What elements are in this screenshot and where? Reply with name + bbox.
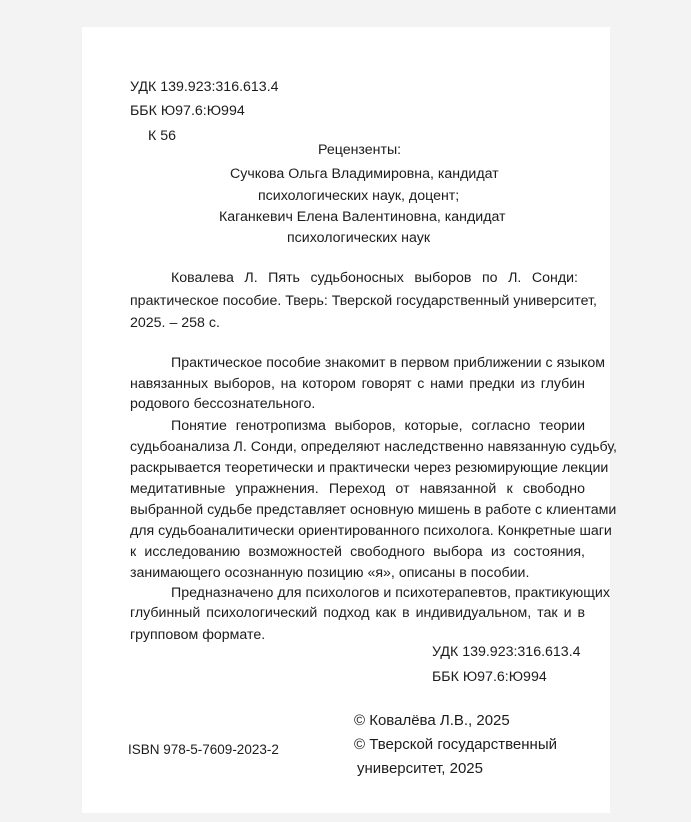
abstract-line: групповом формате. [130,627,266,643]
abstract-line: навязанных выборов, на котором говорят с нами предки из глубин [130,376,585,392]
abstract-line: судьбоанализа Л. Сонди, определяют наследственно навязанную судьбу, [130,439,617,455]
copyright-author: © Ковалёва Л.В., 2025 [354,712,510,729]
abstract-line: к исследованию возможностей свободного выбора из состояния, [130,544,585,560]
footer-udk-code: УДК 139.923:316.613.4 [432,644,581,660]
bbk-code: ББК Ю97.6:Ю994 [130,103,245,119]
reviewer-line: Каганкевич Елена Валентиновна, кандидат [219,209,506,225]
abstract-line: Практическое пособие знакомит в первом приближении с языком [171,355,605,371]
citation-line: Ковалева Л. Пять судьбоносных выборов по Л. Сонди: [171,270,578,286]
reviewer-line: психологических наук [287,230,431,246]
abstract-line: Предназначено для психологов и психотерапевтов, практикующих [171,585,610,601]
udk-code: УДК 139.923:316.613.4 [130,79,279,95]
reviewer-line: психологических наук, доцент; [258,188,460,204]
abstract-line: Понятие генотропизма выборов, которые, согласно теории [171,418,585,434]
abstract-line: медитативные упражнения. Переход от навязанной к свободно [130,481,585,497]
abstract-line: занимающего осознанную позицию «я», описаны в пособии. [130,565,530,581]
reviewers-title: Рецензенты: [318,142,402,158]
footer-bbk-code: ББК Ю97.6:Ю994 [432,669,547,685]
citation-line: 2025. – 258 с. [130,315,220,331]
abstract-line: раскрывается теоретически и практически через резюмирующие лекции [130,460,609,476]
citation-line: практическое пособие. Тверь: Тверской государственный университет, [130,293,597,309]
isbn: ISBN 978-5-7609-2023-2 [128,742,279,757]
copyright-university: © Тверской государственный [354,736,557,753]
author-mark: К 56 [148,128,176,144]
abstract-line: родового бессознательного. [130,396,316,412]
abstract-line: выбранной судьбе представляет основную мишень в работе с клиентами [130,502,617,518]
abstract-line: глубинный психологический подход как в индивидуальном, так и в [130,605,585,621]
reviewer-line: Сучкова Ольга Владимировна, кандидат [230,166,499,182]
copyright-university: университет, 2025 [357,760,483,777]
abstract-line: для судьбоаналитически ориентированного психолога. Конкретные шаги [130,523,612,539]
